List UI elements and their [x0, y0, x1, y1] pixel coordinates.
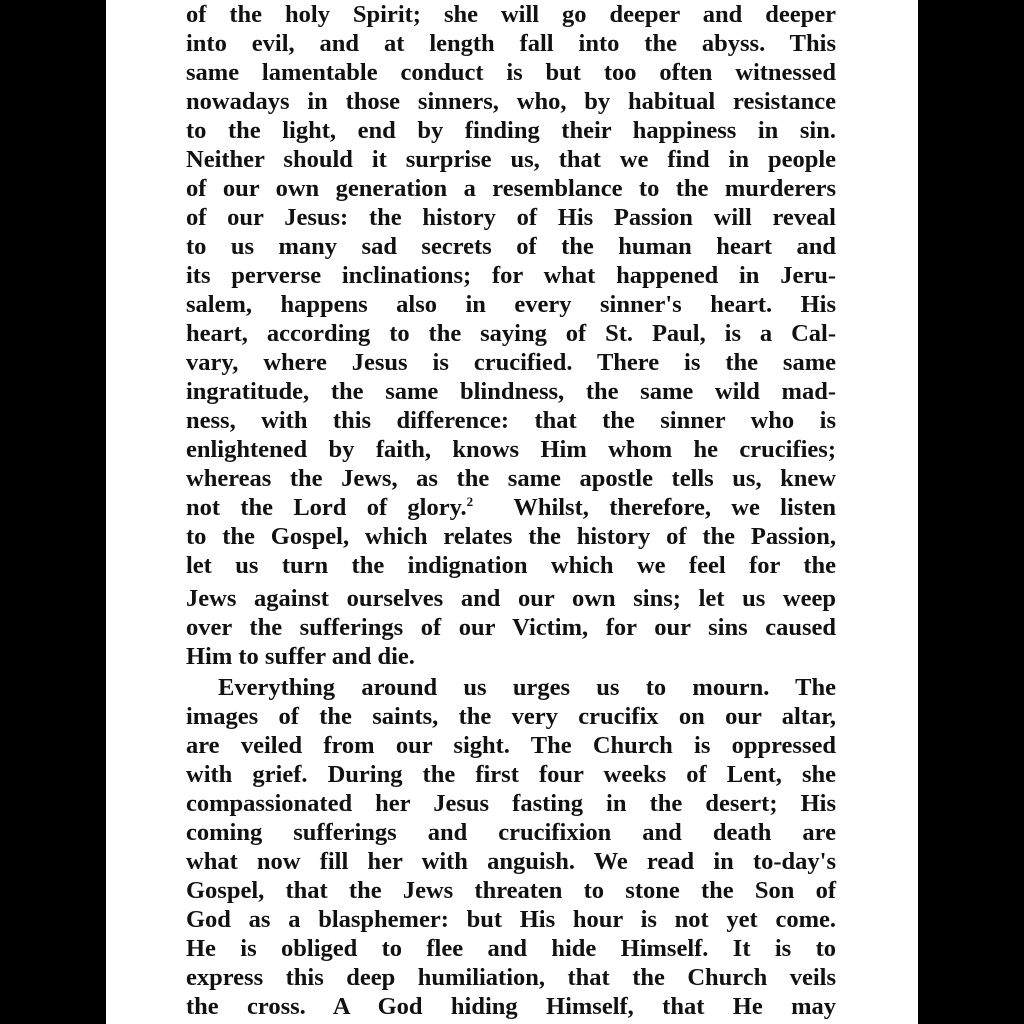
text-line: to the Gospel, which relates the history of the Passion,: [186, 523, 836, 550]
text-line: ness, with this difference: that the sinner who is: [186, 407, 836, 434]
text-line: to the light, end by finding their happiness in sin.: [186, 117, 836, 144]
text-segment: Whilst, therefore, we listen: [473, 494, 836, 521]
text-line: of the holy Spirit; she will go deeper and deeper: [186, 1, 836, 28]
text-line: of our own generation a resemblance to the murderers: [186, 175, 836, 202]
text-line: vary, where Jesus is crucified. There is the same: [186, 349, 836, 376]
text-line: over the sufferings of our Victim, for our sins caused: [186, 614, 836, 641]
text-line: Him to suffer and die.: [186, 643, 415, 670]
paragraph-1: [186, 0, 836, 671]
text-line: Everything around us urges us to mourn. The: [218, 674, 836, 701]
text-line: are veiled from our sight. The Church is oppressed: [186, 732, 836, 759]
text-line: whereas the Jews, as the same apostle tells us, knew: [186, 465, 836, 492]
text-line: Neither should it surprise us, that we find in people: [186, 146, 836, 173]
text-line: nowadays in those sinners, who, by habitual resistance: [186, 88, 836, 115]
text-line: express this deep humiliation, that the Church veils: [186, 964, 836, 991]
text-segment: not the Lord of glory.: [186, 494, 467, 521]
text-line: into evil, and at length fall into the abyss. This: [186, 30, 836, 57]
text-line: the cross. A God hiding Himself, that He may: [186, 993, 836, 1020]
text-line-with-footnote: [186, 493, 836, 522]
text-line: with grief. During the first four weeks of Lent, she: [186, 761, 836, 788]
text-line: He is obliged to flee and hide Himself. It is to: [186, 935, 836, 962]
text-line: of our Jesus: the history of His Passion will reveal: [186, 204, 836, 231]
text-line: what now fill her with anguish. We read in to-day's: [186, 848, 836, 875]
text-line: images of the saints, the very crucifix on our altar,: [186, 703, 836, 730]
book-page: [106, 0, 918, 1024]
text-line: coming sufferings and crucifixion and death are: [186, 819, 836, 846]
text-line: salem, happens also in every sinner's heart. His: [186, 291, 836, 318]
footnote-marker: 2: [466, 493, 474, 509]
paragraph-2: [186, 673, 836, 1021]
text-line: enlightened by faith, knows Him whom he crucifies;: [186, 436, 836, 463]
text-line: compassionated her Jesus fasting in the desert; His: [186, 790, 836, 817]
text-line: God as a blasphemer: but His hour is not yet come.: [186, 906, 836, 933]
text-line: heart, according to the saying of St. Paul, is a Cal-: [186, 320, 836, 347]
text-line: let us turn the indignation which we feel for the: [186, 552, 836, 579]
text-line: Jews against ourselves and our own sins; let us weep: [186, 585, 836, 612]
text-line: to us many sad secrets of the human heart and: [186, 233, 836, 260]
text-line: same lamentable conduct is but too often witnessed: [186, 59, 836, 86]
page-text: [186, 0, 836, 1021]
text-line: its perverse inclinations; for what happened in Jeru-: [186, 262, 836, 289]
text-line: ingratitude, the same blindness, the same wild mad-: [186, 378, 836, 405]
text-line: Gospel, that the Jews threaten to stone the Son of: [186, 877, 836, 904]
